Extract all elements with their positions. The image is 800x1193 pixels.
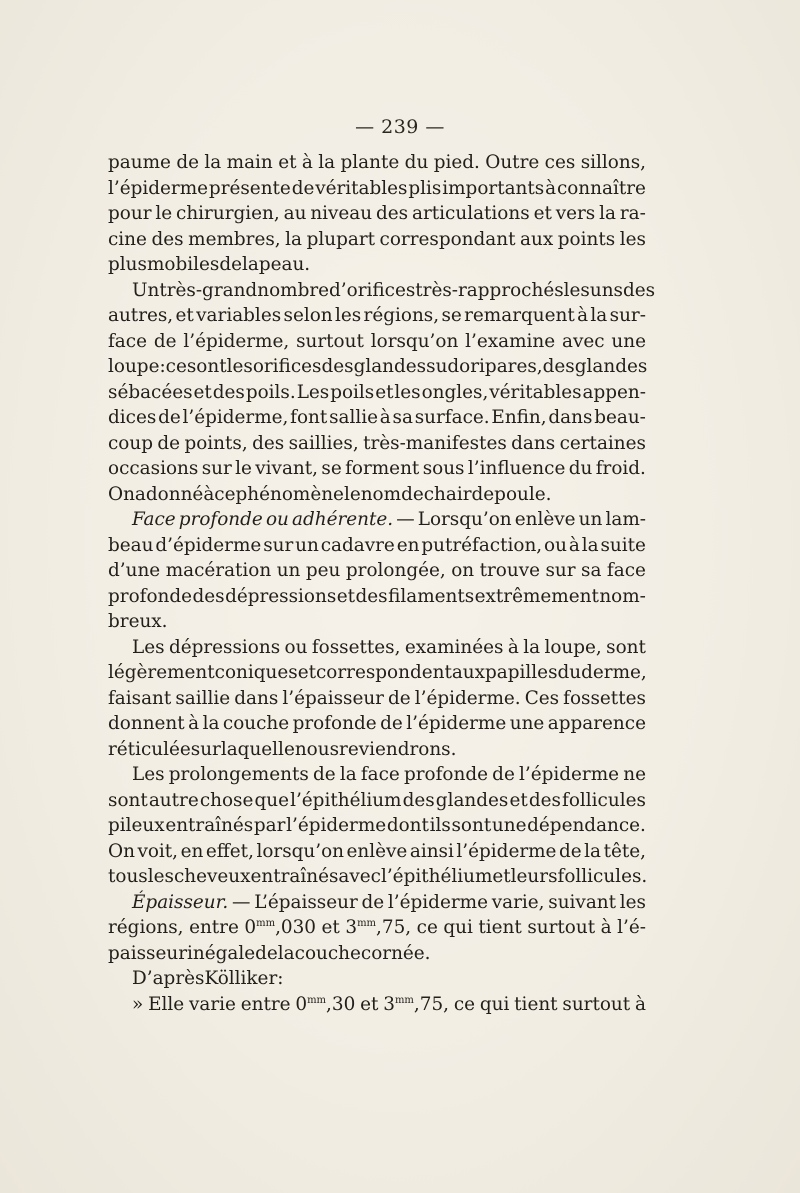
text-line: dices de l’épiderme, font sallie à sa surface. Enfin, dans beau-	[108, 407, 646, 428]
text-line: » Elle varie entre $0^{mm},30$ et $3^{mm},75$, ce qui tient surtout à	[132, 993, 646, 1015]
text-line: D’après Kölliker :	[132, 968, 284, 989]
text-line: légèrement coniques et correspondent aux papilles du derme,	[108, 662, 647, 683]
text-line: cine des membres, la plupart correspondant aux points les	[108, 228, 646, 250]
text-line: sont autre chose que l’épithélium des glandes et des follicules	[108, 789, 646, 811]
text-line: tous les cheveux entraînés avec l’épithélium et leurs follicules.	[108, 866, 648, 887]
text-line: pileux entraînés par l’épiderme dont ils sont une dépendance.	[108, 815, 646, 836]
text-line: faisant saillie dans l’épaisseur de l’épiderme. Ces fossettes	[108, 687, 646, 709]
text-line: régions, entre $0^{mm},030$ et $3^{mm},75$, ce qui tient surtout à l’é-	[108, 917, 646, 938]
text-line: Les prolongements de la face profonde de l’épiderme ne	[132, 764, 646, 785]
text-line: autres, et variables selon les régions, se remarquent à la sur-	[108, 305, 646, 326]
text-line: Épaisseur. — L’épaisseur de l’épiderme varie, suivant les	[132, 891, 646, 913]
text-line: donnent à la couche profonde de l’épiderme une apparence	[108, 713, 646, 734]
text-line: beau d’épiderme sur un cadavre en putréfaction, ou à la suite	[108, 534, 646, 556]
text-line: loupe : ce sont les orifices des glandes sudoripares, des glandes	[108, 356, 648, 377]
text-line: pour le chirurgien, au niveau des articulations et vers la ra-	[108, 203, 646, 224]
text-line: d’une macération un peu prolongée, on trouve sur sa face	[108, 560, 646, 581]
text-line: réticulée sur laquelle nous reviendrons.	[108, 738, 457, 760]
text-line: occasions sur le vivant, se forment sous l’influence du froid.	[108, 458, 646, 479]
text-line: face de l’épiderme, surtout lorsqu’on l’examine avec une	[108, 330, 646, 352]
text-line: On voit, en effet, lorsqu’on enlève ainsi l’épiderme de la tête,	[108, 840, 646, 862]
text-line: paisseur inégale de la couche cornée.	[108, 942, 431, 964]
text-line: coup de points, des saillies, très-manifestes dans certaines	[108, 432, 646, 454]
text-line: Un très-grand nombre d’orifices très-rapprochés les uns des	[132, 279, 656, 301]
text-line: sébacées et des poils. Les poils et les ongles, véritables appen-	[108, 381, 646, 403]
page-number: — 239 —	[355, 116, 445, 138]
text-line: Les dépressions ou fossettes, examinées à la loupe, sont	[132, 636, 646, 658]
body-text	[108, 150, 656, 1017]
text-line: plus mobiles de la peau.	[108, 254, 311, 275]
text-line: breux.	[108, 611, 168, 632]
text-line: Face profonde ou adhérente. — Lorsqu’on enlève un lam-	[132, 509, 646, 530]
text-line: profonde des dépressions et des filaments extrêmement nom-	[108, 585, 646, 607]
text-line: l’épiderme présente de véritables plis importants à connaître	[108, 177, 646, 199]
text-line: On a donné à ce phénomène le nom de chair de poule.	[108, 483, 552, 505]
text-line: paume de la main et à la plante du pied. Outre ces sillons,	[108, 152, 646, 173]
